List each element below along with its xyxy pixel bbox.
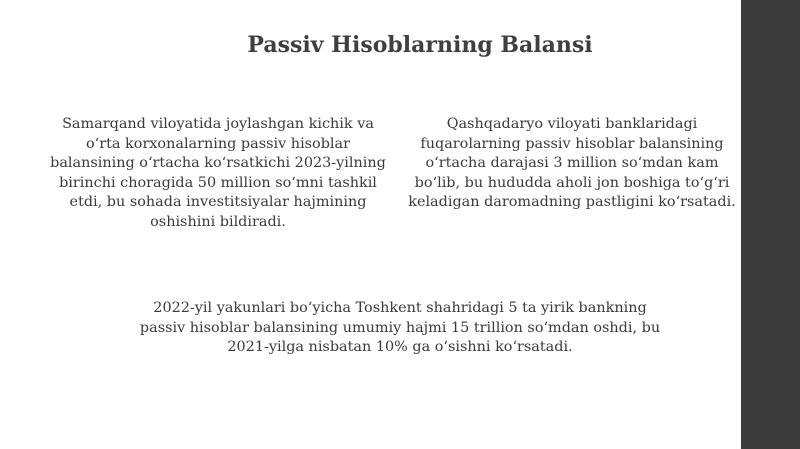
right-text-block: Qashqadaryo viloyati banklaridagi fuqarolarning passiv hisoblar balansining o‘rtacha darajasi 3 million so‘mdan kam bo‘lib, bu hududda aholi jon boshiga to‘g‘ri keladigan daromadning pastligini ko‘rsatadi. [408,116,736,210]
bottom-text-block: 2022-yil yakunlari bo‘yicha Toshkent shahridagi 5 ta yirik bankning passiv hisoblar balansining umumiy hajmi 15 trillion so‘mdan oshdi, bu 2021-yilga nisbatan 10% ga o‘sishni ko‘rsatadi. [139,300,661,355]
left-text-block: Samarqand viloyatida joylashgan kichik va o‘rta korxonalarning passiv hisoblar balansining o‘rtacha ko‘rsatkichi 2023-yilning birinchi choragida 50 million so‘mni tashkil etdi, bu sohada investitsiyalar hajmining oshishini bildiradi. [50,116,386,230]
slide-title: Passiv Hisoblarning Balansi [247,32,593,58]
side-panel-bar [741,0,800,449]
